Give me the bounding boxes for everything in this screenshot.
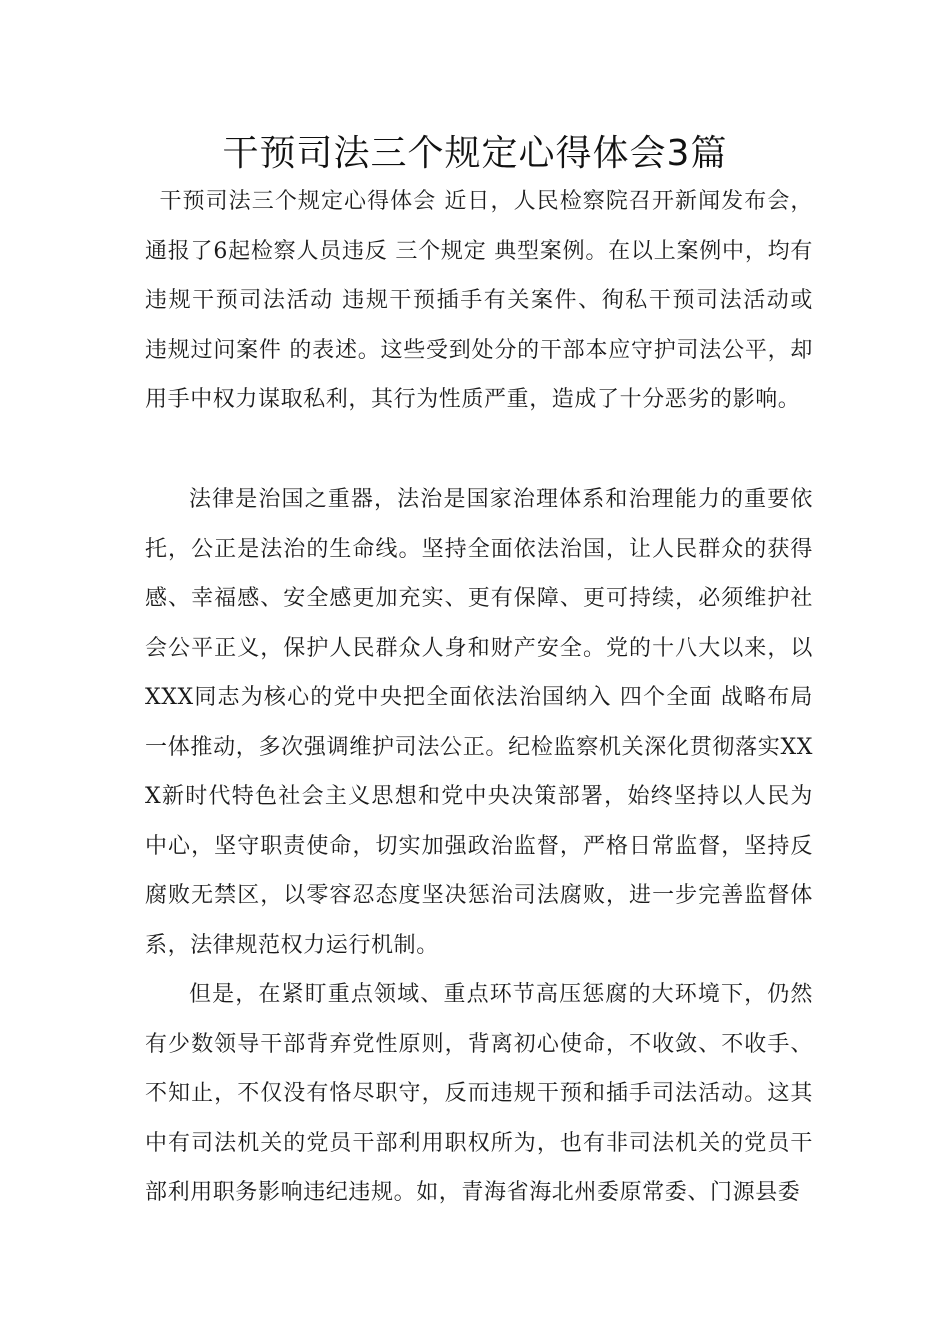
document-title: 干预司法三个规定心得体会3篇	[222, 133, 728, 174]
paragraph-rule-of-law: 法律是治国之重器，法治是国家治理体系和治理能力的重要依托，公正是法治的生命线。坚持全面依法治国，让人民群众的获得感、幸福感、安全感更加充实、更有保障、更可持续，必须维护社会公平正义，保护人民群众人身和财产安全。党的十八大以来，以XXX同志为核心的党中央把全面依法治国纳入 四个全面 战略布局一体推动，多次强调维护司法公正。纪检监察机关深化贯彻落实XXX新时代特色社会主义思想和党中央决策部署，始终坚持以人民为中心，坚守职责使命，切实加强政治监督，严格日常监督，坚持反腐败无禁区，以零容忍态度坚决惩治司法腐败，进一步完善监督体系，法律规范权力运行机制。	[145, 487, 813, 958]
paragraph-intro-text: 干预司法三个规定心得体会 近日，人民检察院召开新闻发布会，通报了6起检察人员违反 三个规定 典型案例。在以上案例中，均有 违规干预司法活动 违规干预插手有关案件、徇私干预司法活动或 违规过问案件 的表述。这些受到处分的干部本应守护司法公平，却用手中权力谋取私利，其行为性质严重，造成了十分恶劣的影响。	[145, 189, 813, 412]
paragraph-violations: 但是，在紧盯重点领域、重点环节高压惩腐的大环境下，仍然有少数领导干部背弃党性原则，背离初心使命，不收敛、不收手、不知止，不仅没有恪尽职守，反而违规干预和插手司法活动。这其中有司法机关的党员干部利用职权所为，也有非司法机关的党员干部利用职务影响违纪违规。如，青海省海北州委原常委、门源县委	[145, 982, 813, 1205]
paragraph-intro	[145, 177, 813, 425]
